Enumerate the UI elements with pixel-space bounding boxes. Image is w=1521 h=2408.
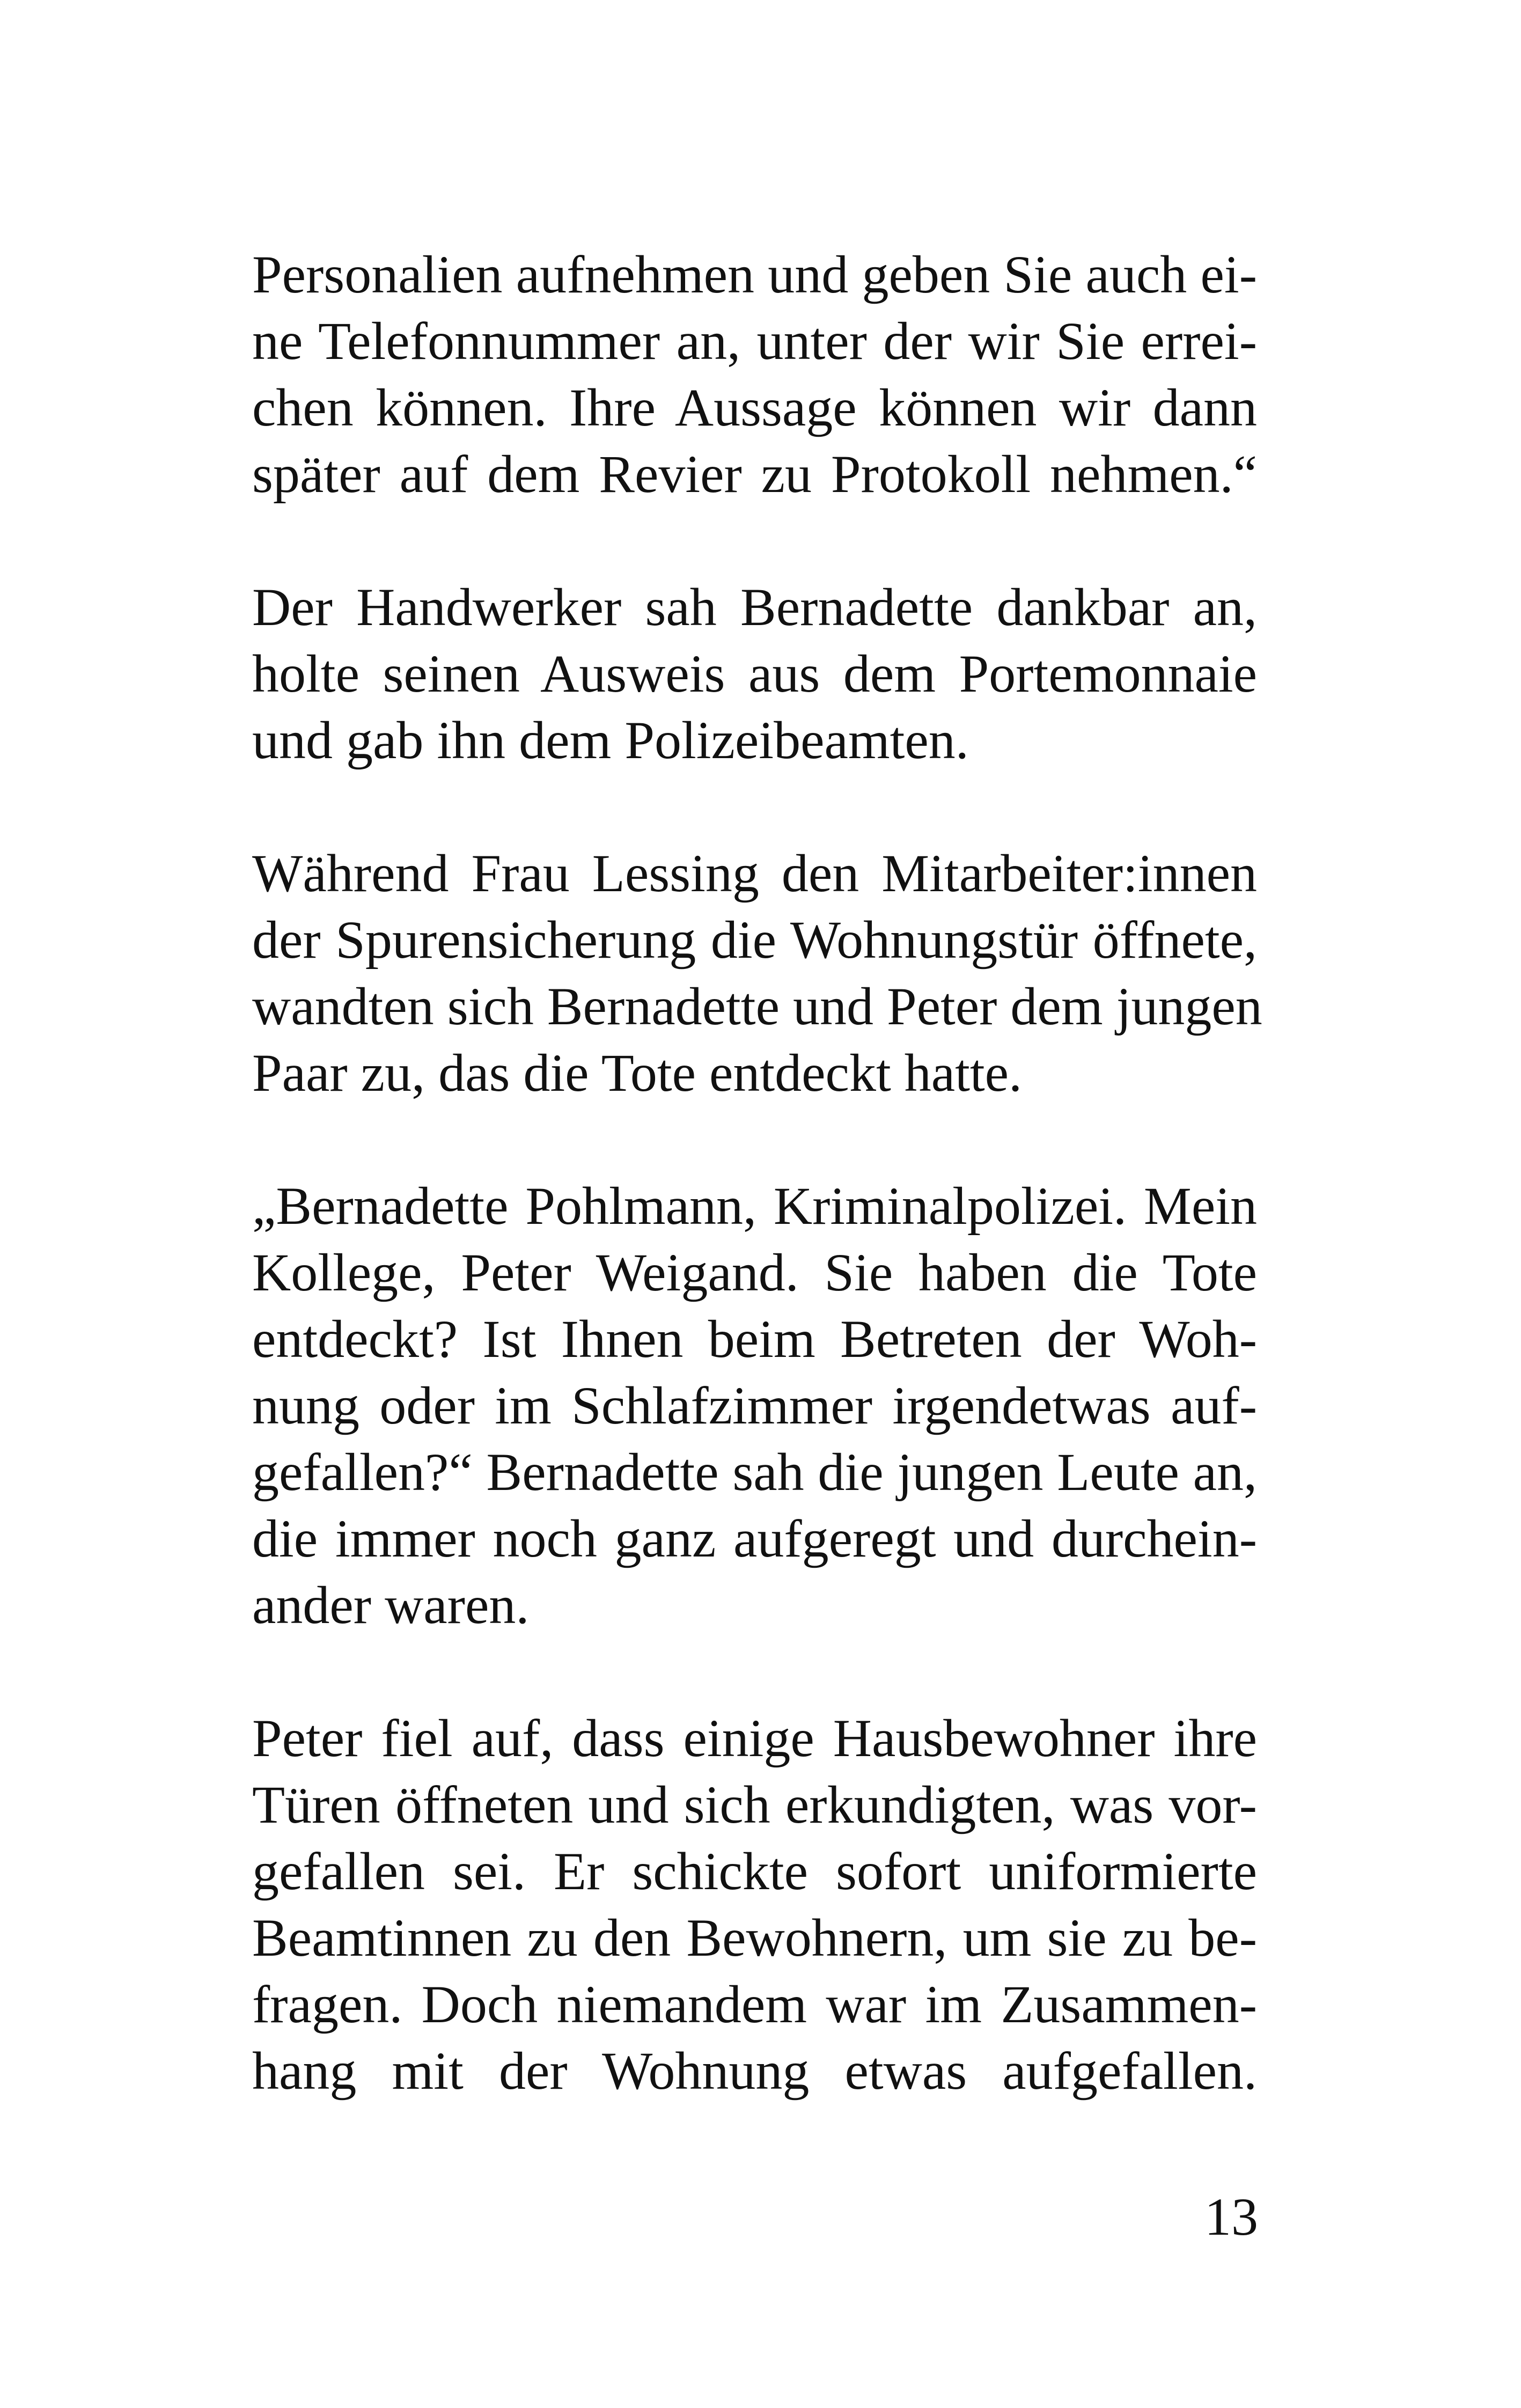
- text-line: der Spurensicherung die Wohnungstür öffnete,: [252, 910, 1257, 970]
- page-number: 13: [1204, 2187, 1258, 2247]
- paragraph-1: [252, 241, 1257, 508]
- text-line: entdeckt? Ist Ihnen beim Betreten der Woh-: [252, 1309, 1257, 1369]
- text-line: Beamtinnen zu den Bewohnern, um sie zu be-: [252, 1908, 1257, 1967]
- text-line: ander waren.: [252, 1575, 530, 1635]
- text-line: hang mit der Wohnung etwas aufgefallen.: [252, 2041, 1257, 2101]
- paragraph-2: [252, 574, 1257, 774]
- text-line: später auf dem Revier zu Protokoll nehmen.“: [252, 444, 1257, 504]
- text-line: wandten sich Bernadette und Peter dem jungen: [252, 977, 1262, 1036]
- text-line: gefallen sei. Er schickte sofort uniformierte: [252, 1841, 1257, 1901]
- text-line: Peter fiel auf, dass einige Hausbewohner ihre: [252, 1708, 1257, 1768]
- text-line: und gab ihn dem Polizeibeamten.: [252, 710, 969, 770]
- text-line: Türen öffneten und sich erkundigten, was vor-: [252, 1775, 1257, 1834]
- text-line: holte seinen Ausweis aus dem Portemonnaie: [252, 644, 1257, 703]
- paragraph-4: [252, 1173, 1257, 1639]
- text-line: Der Handwerker sah Bernadette dankbar an,: [252, 577, 1257, 637]
- text-line: Paar zu, das die Tote entdeckt hatte.: [252, 1043, 1023, 1103]
- text-line: gefallen?“ Bernadette sah die jungen Leute an,: [252, 1442, 1257, 1502]
- text-line: die immer noch ganz aufgeregt und durchein-: [252, 1509, 1257, 1568]
- text-line: fragen. Doch niemandem war im Zusammen-: [252, 1974, 1257, 2034]
- paragraph-5: [252, 1705, 1257, 2104]
- text-line: Während Frau Lessing den Mitarbeiter:innen: [252, 843, 1257, 903]
- paragraph-3: [252, 840, 1262, 1106]
- text-line: ne Telefonnummer an, unter der wir Sie errei-: [252, 311, 1257, 371]
- text-line: nung oder im Schlafzimmer irgendetwas auf-: [252, 1376, 1257, 1435]
- text-line: Kollege, Peter Weigand. Sie haben die Tote: [252, 1243, 1257, 1302]
- text-line: „Bernadette Pohlmann, Kriminalpolizei. Mein: [252, 1176, 1257, 1236]
- text-line: Personalien aufnehmen und geben Sie auch ei-: [252, 245, 1257, 304]
- text-line: chen können. Ihre Aussage können wir dann: [252, 378, 1257, 437]
- body-text: [252, 241, 1262, 2171]
